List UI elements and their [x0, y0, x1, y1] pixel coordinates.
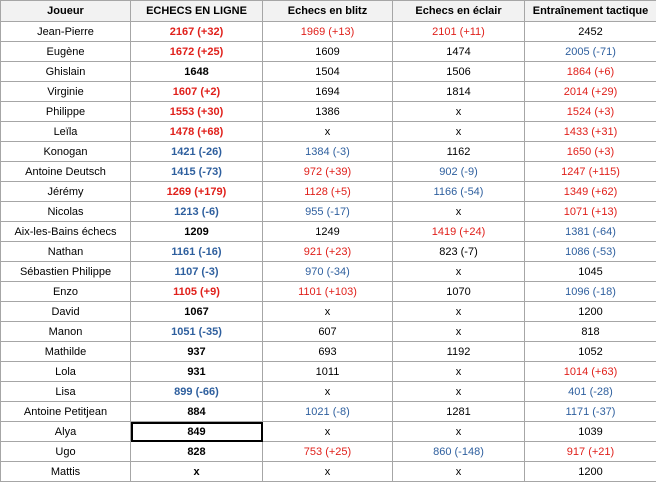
cell-eclair: x	[393, 202, 525, 222]
cell-eclair: 860 (-148)	[393, 442, 525, 462]
cell-player: Philippe	[1, 102, 131, 122]
cell-player: Alya	[1, 422, 131, 442]
cell-player: Enzo	[1, 282, 131, 302]
cell-eclair: x	[393, 102, 525, 122]
cell-blitz: 1504	[263, 62, 393, 82]
cell-blitz: 753 (+25)	[263, 442, 393, 462]
cell-tactique: 1039	[525, 422, 656, 442]
cell-eclair: 1419 (+24)	[393, 222, 525, 242]
cell-player: Lola	[1, 362, 131, 382]
table-row	[1, 182, 656, 202]
cell-blitz: 970 (-34)	[263, 262, 393, 282]
cell-eclair: 2101 (+11)	[393, 22, 525, 42]
cell-blitz: 1021 (-8)	[263, 402, 393, 422]
cell-online: 1067	[131, 302, 263, 322]
cell-player: Ghislain	[1, 62, 131, 82]
cell-online: 1415 (-73)	[131, 162, 263, 182]
cell-online: 1269 (+179)	[131, 182, 263, 202]
cell-tactique: 1045	[525, 262, 656, 282]
cell-player: Sébastien Philippe	[1, 262, 131, 282]
cell-online: 1607 (+2)	[131, 82, 263, 102]
cell-eclair: x	[393, 462, 525, 482]
cell-blitz: x	[263, 422, 393, 442]
table-row	[1, 442, 656, 462]
cell-blitz: 693	[263, 342, 393, 362]
cell-eclair: x	[393, 322, 525, 342]
cell-online: 849	[131, 422, 263, 442]
cell-tactique: 1864 (+6)	[525, 62, 656, 82]
cell-tactique: 2452	[525, 22, 656, 42]
cell-eclair: 1506	[393, 62, 525, 82]
table-row	[1, 42, 656, 62]
cell-online: 1478 (+68)	[131, 122, 263, 142]
cell-tactique: 1071 (+13)	[525, 202, 656, 222]
table-header	[1, 1, 656, 22]
table-row	[1, 402, 656, 422]
cell-player: Manon	[1, 322, 131, 342]
cell-eclair: 1162	[393, 142, 525, 162]
cell-blitz: x	[263, 382, 393, 402]
cell-player: Nicolas	[1, 202, 131, 222]
table-row	[1, 362, 656, 382]
table-row	[1, 262, 656, 282]
table-row	[1, 322, 656, 342]
cell-eclair: 1166 (-54)	[393, 182, 525, 202]
header-entrainement-tactique: Entraînement tactique	[525, 1, 656, 22]
table-row	[1, 142, 656, 162]
cell-tactique: 2005 (-71)	[525, 42, 656, 62]
table-row	[1, 62, 656, 82]
cell-player: Jean-Pierre	[1, 22, 131, 42]
cell-player: Jérémy	[1, 182, 131, 202]
cell-blitz: 1609	[263, 42, 393, 62]
cell-blitz: 1249	[263, 222, 393, 242]
cell-blitz: 1969 (+13)	[263, 22, 393, 42]
cell-tactique: 1200	[525, 302, 656, 322]
cell-online: 1553 (+30)	[131, 102, 263, 122]
cell-blitz: 1386	[263, 102, 393, 122]
cell-player: David	[1, 302, 131, 322]
cell-blitz: 972 (+39)	[263, 162, 393, 182]
cell-tactique: 401 (-28)	[525, 382, 656, 402]
cell-online: 1051 (-35)	[131, 322, 263, 342]
cell-tactique: 1650 (+3)	[525, 142, 656, 162]
cell-eclair: 1814	[393, 82, 525, 102]
cell-tactique: 1086 (-53)	[525, 242, 656, 262]
cell-eclair: 902 (-9)	[393, 162, 525, 182]
cell-eclair: 1474	[393, 42, 525, 62]
cell-online: x	[131, 462, 263, 482]
table-row	[1, 202, 656, 222]
table-row	[1, 462, 656, 482]
cell-online: 828	[131, 442, 263, 462]
cell-online: 1105 (+9)	[131, 282, 263, 302]
cell-tactique: 818	[525, 322, 656, 342]
cell-blitz: 921 (+23)	[263, 242, 393, 262]
table-row	[1, 302, 656, 322]
cell-eclair: 1070	[393, 282, 525, 302]
cell-player: Eugène	[1, 42, 131, 62]
cell-blitz: 1694	[263, 82, 393, 102]
cell-blitz: 1128 (+5)	[263, 182, 393, 202]
cell-online: 1213 (-6)	[131, 202, 263, 222]
header-echecs-en-ligne: ECHECS EN LIGNE	[131, 1, 263, 22]
cell-tactique: 917 (+21)	[525, 442, 656, 462]
cell-tactique: 1171 (-37)	[525, 402, 656, 422]
table-row	[1, 82, 656, 102]
cell-tactique: 1524 (+3)	[525, 102, 656, 122]
cell-tactique: 1433 (+31)	[525, 122, 656, 142]
table-row	[1, 242, 656, 262]
cell-eclair: x	[393, 122, 525, 142]
cell-tactique: 1247 (+115)	[525, 162, 656, 182]
cell-online: 937	[131, 342, 263, 362]
cell-blitz: x	[263, 462, 393, 482]
cell-blitz: x	[263, 302, 393, 322]
cell-player: Aix-les-Bains échecs	[1, 222, 131, 242]
cell-eclair: x	[393, 362, 525, 382]
cell-online: 1672 (+25)	[131, 42, 263, 62]
cell-player: Antoine Petitjean	[1, 402, 131, 422]
cell-blitz: 1011	[263, 362, 393, 382]
header-row	[1, 1, 656, 22]
cell-player: Ugo	[1, 442, 131, 462]
header-joueur: Joueur	[1, 1, 131, 22]
cell-eclair: x	[393, 262, 525, 282]
cell-online: 1161 (-16)	[131, 242, 263, 262]
cell-tactique: 1014 (+63)	[525, 362, 656, 382]
cell-tactique: 1200	[525, 462, 656, 482]
cell-online: 899 (-66)	[131, 382, 263, 402]
cell-blitz: 1384 (-3)	[263, 142, 393, 162]
cell-tactique: 1052	[525, 342, 656, 362]
cell-player: Nathan	[1, 242, 131, 262]
cell-blitz: x	[263, 122, 393, 142]
table-row	[1, 102, 656, 122]
table-row	[1, 222, 656, 242]
cell-player: Lisa	[1, 382, 131, 402]
cell-tactique: 1349 (+62)	[525, 182, 656, 202]
header-echecs-blitz: Echecs en blitz	[263, 1, 393, 22]
cell-blitz: 955 (-17)	[263, 202, 393, 222]
cell-player: Leïla	[1, 122, 131, 142]
cell-online: 1648	[131, 62, 263, 82]
cell-player: Virginie	[1, 82, 131, 102]
table-row	[1, 122, 656, 142]
cell-tactique: 2014 (+29)	[525, 82, 656, 102]
cell-online: 1107 (-3)	[131, 262, 263, 282]
table-row	[1, 22, 656, 42]
table-row	[1, 282, 656, 302]
table-row	[1, 382, 656, 402]
cell-online: 1421 (-26)	[131, 142, 263, 162]
cell-blitz: 1101 (+103)	[263, 282, 393, 302]
cell-player: Antoine Deutsch	[1, 162, 131, 182]
table-body	[1, 22, 656, 482]
cell-online: 2167 (+32)	[131, 22, 263, 42]
cell-eclair: x	[393, 302, 525, 322]
cell-online: 884	[131, 402, 263, 422]
cell-tactique: 1096 (-18)	[525, 282, 656, 302]
cell-eclair: 1281	[393, 402, 525, 422]
cell-player: Mattis	[1, 462, 131, 482]
cell-eclair: 823 (-7)	[393, 242, 525, 262]
table-row	[1, 342, 656, 362]
cell-blitz: 607	[263, 322, 393, 342]
cell-online: 1209	[131, 222, 263, 242]
cell-eclair: 1192	[393, 342, 525, 362]
table-row	[1, 162, 656, 182]
header-echecs-eclair: Echecs en éclair	[393, 1, 525, 22]
table-row	[1, 422, 656, 442]
cell-eclair: x	[393, 422, 525, 442]
cell-eclair: x	[393, 382, 525, 402]
cell-online: 931	[131, 362, 263, 382]
cell-tactique: 1381 (-64)	[525, 222, 656, 242]
cell-player: Konogan	[1, 142, 131, 162]
cell-player: Mathilde	[1, 342, 131, 362]
